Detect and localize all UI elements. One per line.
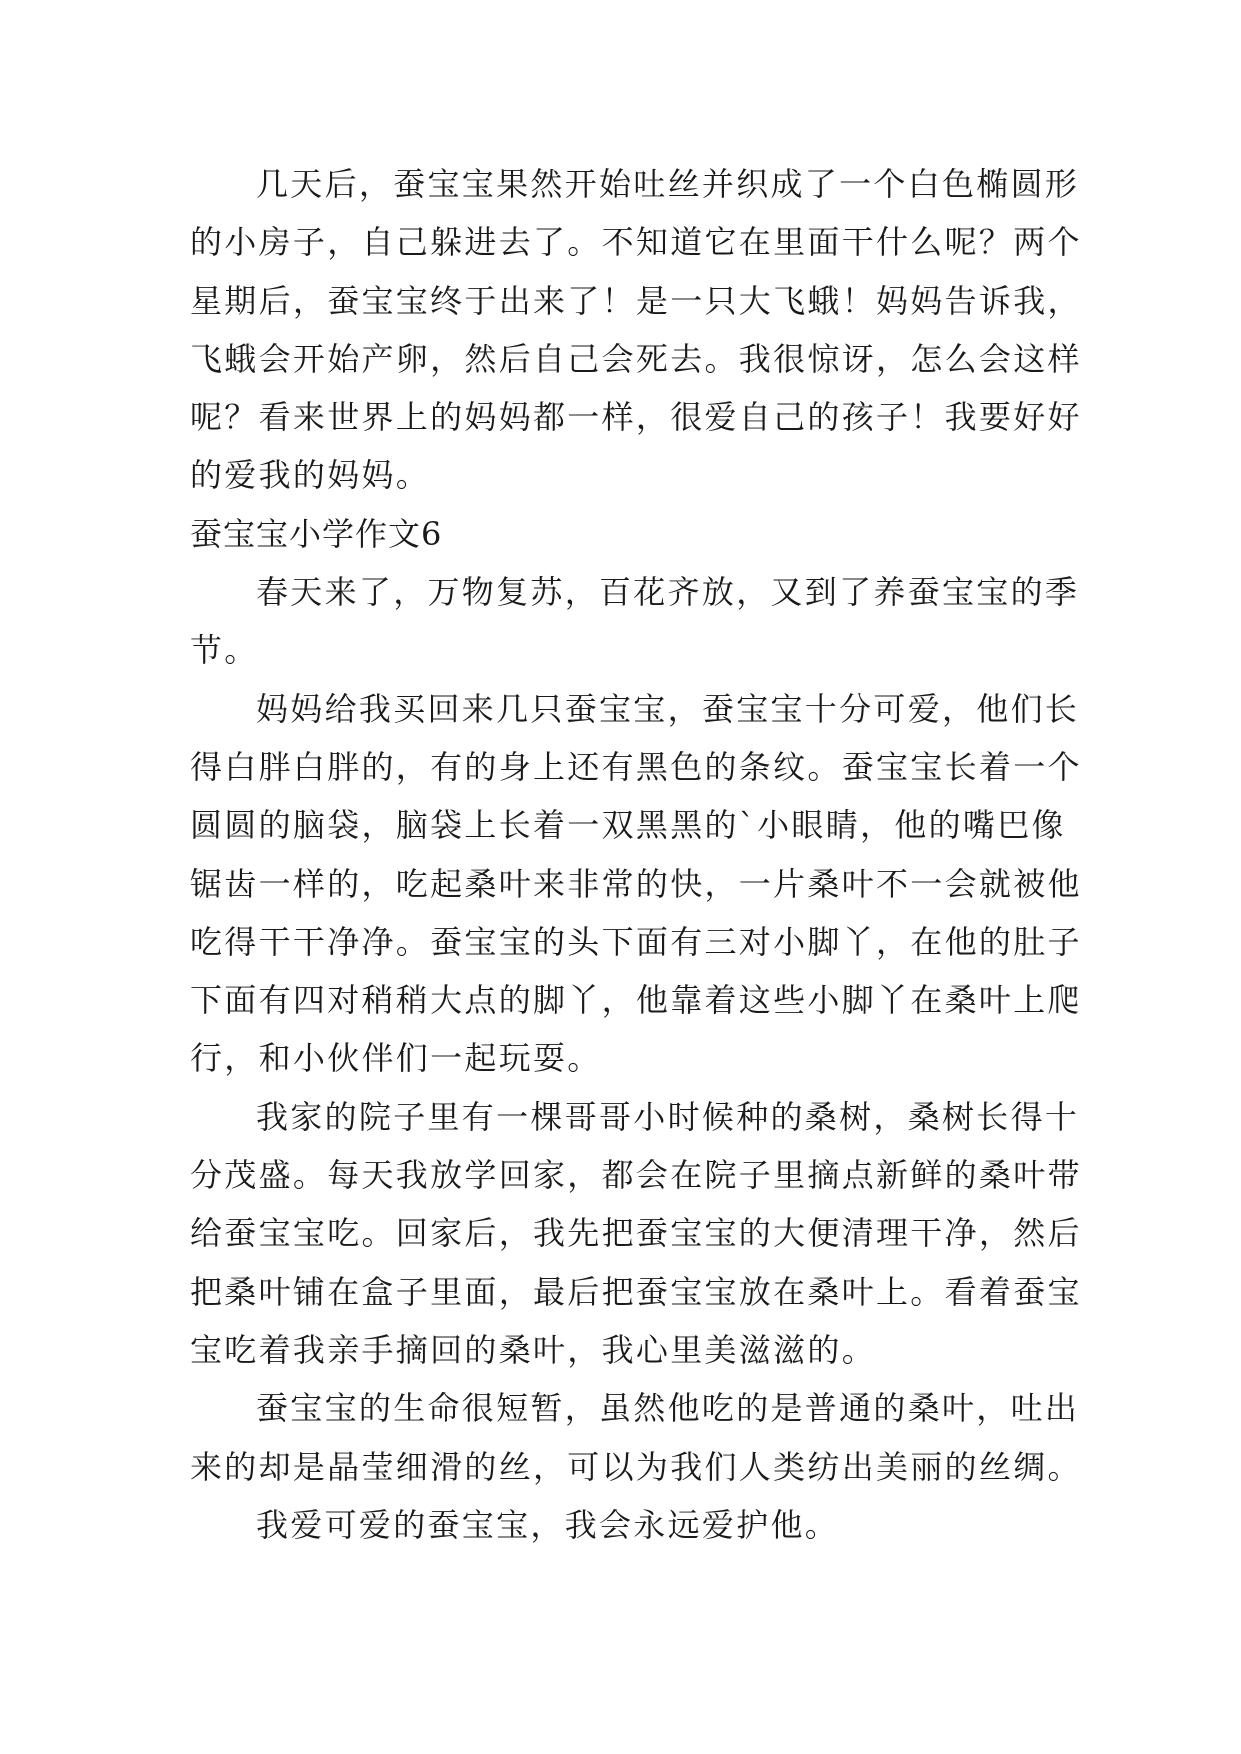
paragraph-line: 飞蛾会开始产卵，然后自己会死去。我很惊讶，怎么会这样	[190, 339, 1082, 378]
paragraph-line: 几天后，蚕宝宝果然开始吐丝并织成了一个白色椭圆形	[256, 165, 1080, 203]
paragraph-4	[190, 1088, 1082, 1379]
paragraph-line: 我爱可爱的蚕宝宝，我会永远爱护他。	[256, 1505, 840, 1544]
document-body	[190, 155, 1082, 1554]
paragraph-line: 吃得干干净净。蚕宝宝的头下面有三对小脚丫，在他的肚子	[190, 922, 1082, 961]
paragraph-line: 蚕宝宝的生命很短暂，虽然他吃的是普通的桑叶，吐出	[256, 1389, 1080, 1428]
paragraph-line: 下面有四对稍稍大点的脚丫，他靠着这些小脚丫在桑叶上爬	[190, 981, 1082, 1020]
paragraph-line: 宝吃着我亲手摘回的桑叶，我心里美滋滋的。	[190, 1330, 877, 1369]
paragraph-line: 分茂盛。每天我放学回家，都会在院子里摘点新鲜的桑叶带	[190, 1156, 1082, 1195]
paragraph-3	[190, 680, 1082, 1088]
paragraph-line: 星期后，蚕宝宝终于出来了！是一只大飞蛾！妈妈告诉我，	[190, 281, 1082, 320]
paragraph-6	[190, 1496, 1070, 1554]
paragraph-line: 行，和小伙伴们一起玩耍。	[190, 1039, 602, 1078]
paragraph-line: 的小房子，自己躲进去了。不知道它在里面干什么呢？两个	[190, 223, 1082, 262]
paragraph-1	[190, 155, 1082, 505]
paragraph-line: 给蚕宝宝吃。回家后，我先把蚕宝宝的大便清理干净，然后	[190, 1214, 1082, 1253]
paragraph-line: 锯齿一样的，吃起桑叶来非常的快，一片桑叶不一会就被他	[190, 864, 1082, 903]
paragraph-line: 得白胖白胖的，有的身上还有黑色的条纹。蚕宝宝长着一个	[190, 747, 1082, 786]
paragraph-2	[190, 563, 1080, 680]
section-heading	[190, 505, 1070, 563]
paragraph-line: 春天来了，万物复苏，百花齐放，又到了养蚕宝宝的季	[256, 573, 1080, 612]
section-title: 蚕宝宝小学作文6	[190, 514, 443, 553]
paragraph-line: 把桑叶铺在盒子里面，最后把蚕宝宝放在桑叶上。看着蚕宝	[190, 1272, 1082, 1311]
paragraph-line: 的爱我的妈妈。	[190, 456, 431, 495]
paragraph-line: 妈妈给我买回来几只蚕宝宝，蚕宝宝十分可爱，他们长	[256, 689, 1080, 728]
paragraph-line: 节。	[190, 631, 259, 670]
paragraph-5	[190, 1379, 1082, 1496]
paragraph-line: 来的却是晶莹细滑的丝，可以为我们人类纺出美丽的丝绸。	[190, 1447, 1082, 1486]
paragraph-line: 我家的院子里有一棵哥哥小时候种的桑树，桑树长得十	[256, 1097, 1080, 1136]
paragraph-line: 呢？看来世界上的妈妈都一样，很爱自己的孩子！我要好好	[190, 398, 1082, 437]
paragraph-line: 圆圆的脑袋，脑袋上长着一双黑黑的`小眼睛，他的嘴巴像	[190, 806, 1066, 845]
